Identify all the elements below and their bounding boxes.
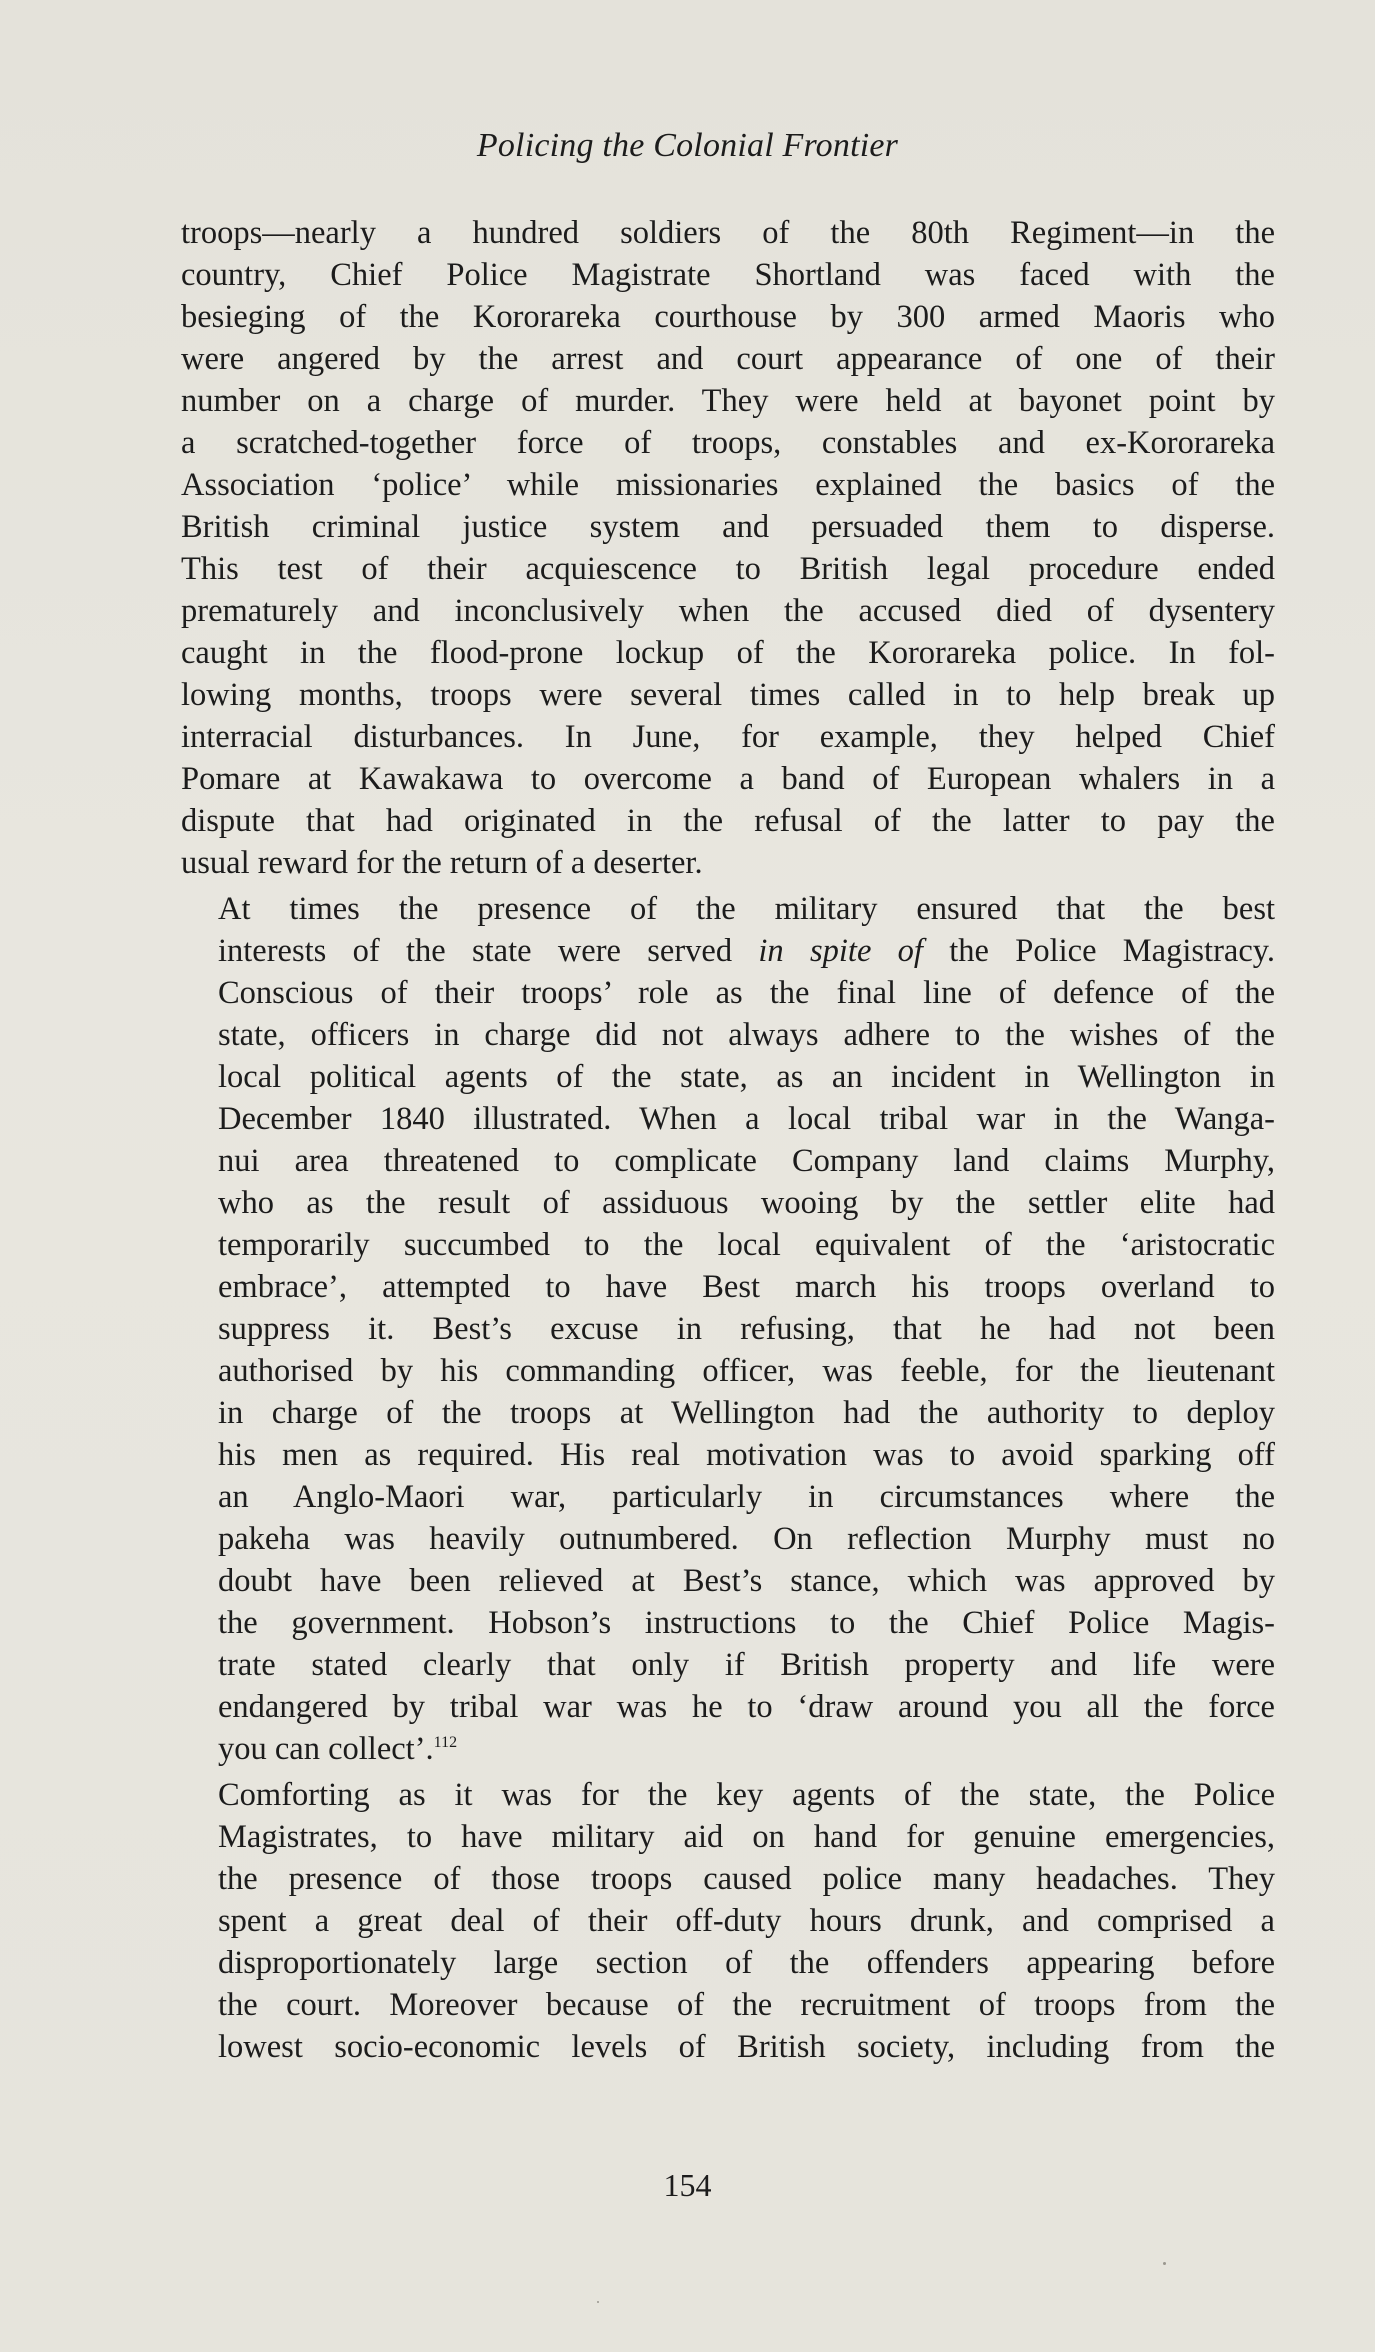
text-line [181, 930, 1275, 972]
text-run: the Police Magistracy. [922, 933, 1276, 969]
text-line: the court. Moreover because of the recruitment of troops from the [218, 1987, 1275, 2023]
text-run: interests of the state were served [218, 933, 759, 969]
running-head: Policing the Colonial Frontier [476, 127, 899, 164]
paragraph [181, 888, 1275, 1770]
text-line: state, officers in charge did not always adhere to the wishes of the [218, 1017, 1275, 1053]
body-text [181, 212, 1275, 2068]
text-line: local political agents of the state, as an incident in Wellington in [218, 1059, 1275, 1095]
text-line: doubt have been relieved at Best’s stance, which was approved by [218, 1563, 1275, 1599]
text-line: number on a charge of murder. They were held at bayonet point by [181, 383, 1275, 419]
text-line: lowest socio-economic levels of British society, including from the [218, 2029, 1275, 2065]
text-line: dispute that had originated in the refusal of the latter to pay the [181, 803, 1275, 839]
text-line: interracial disturbances. In June, for example, they helped Chief [181, 719, 1275, 755]
text-line: in charge of the troops at Wellington had the authority to deploy [218, 1395, 1275, 1431]
text-line: endangered by tribal war was he to ‘draw around you all the force [218, 1689, 1275, 1725]
text-line: caught in the flood-prone lockup of the Kororareka police. In fol- [181, 635, 1275, 671]
text-line: besieging of the Kororareka courthouse by 300 armed Maoris who [181, 299, 1275, 335]
emphasis-text: in spite of [758, 933, 923, 969]
text-line: disproportionately large section of the offenders appearing before [218, 1945, 1275, 1981]
text-line [181, 1728, 1275, 1770]
text-line: Magistrates, to have military aid on hand for genuine emergencies, [218, 1819, 1275, 1855]
footnote-reference[interactable]: 112 [433, 1734, 458, 1752]
text-line: an Anglo-Maori war, particularly in circumstances where the [218, 1479, 1275, 1515]
paragraph [181, 1774, 1275, 2068]
paragraph-lines [181, 972, 1275, 1728]
text-line: troops—nearly a hundred soldiers of the 80th Regiment—in the [181, 215, 1275, 251]
text-line: usual reward for the return of a deserter. [181, 845, 703, 881]
text-line: lowing months, troops were several times called in to help break up [181, 677, 1275, 713]
text-line: the presence of those troops caused police many headaches. They [218, 1861, 1275, 1897]
text-line: were angered by the arrest and court appearance of one of their [181, 341, 1275, 377]
text-line: trate stated clearly that only if British property and life were [218, 1647, 1275, 1683]
text-line: December 1840 illustrated. When a local tribal war in the Wanga- [218, 1101, 1275, 1137]
text-line: Conscious of their troops’ role as the final line of defence of the [218, 975, 1275, 1011]
text-line: authorised by his commanding officer, was feeble, for the lieutenant [218, 1353, 1275, 1389]
text-line: This test of their acquiescence to British legal procedure ended [181, 551, 1275, 587]
text-line: pakeha was heavily outnumbered. On reflection Murphy must no [218, 1521, 1275, 1557]
text-line: suppress it. Best’s excuse in refusing, that he had not been [218, 1311, 1275, 1347]
text-line: Association ‘police’ while missionaries explained the basics of the [181, 467, 1275, 503]
text-line: prematurely and inconclusively when the accused died of dysentery [181, 593, 1275, 629]
paragraph [181, 212, 1275, 884]
text-line: his men as required. His real motivation was to avoid sparking off [218, 1437, 1275, 1473]
text-line: Comforting as it was for the key agents of the state, the Police [218, 1777, 1275, 1813]
text-line: Pomare at Kawakawa to overcome a band of European whalers in a [181, 761, 1275, 797]
text-line: British criminal justice system and persuaded them to disperse. [181, 509, 1275, 545]
text-line: who as the result of assiduous wooing by the settler elite had [218, 1185, 1275, 1221]
text-line: nui area threatened to complicate Company land claims Murphy, [218, 1143, 1275, 1179]
text-line: At times the presence of the military ensured that the best [218, 891, 1275, 927]
page-number: 154 [663, 2167, 712, 2203]
text-line: the government. Hobson’s instructions to the Chief Police Magis- [218, 1605, 1275, 1641]
text-line: country, Chief Police Magistrate Shortland was faced with the [181, 257, 1275, 293]
text-line: a scratched-together force of troops, constables and ex-Kororareka [181, 425, 1275, 461]
text-line: embrace’, attempted to have Best march his troops overland to [218, 1269, 1275, 1305]
text-run: you can collect’. [218, 1731, 434, 1767]
text-line: temporarily succumbed to the local equivalent of the ‘aristocratic [218, 1227, 1275, 1263]
text-line: spent a great deal of their off-duty hours drunk, and comprised a [218, 1903, 1275, 1939]
paper-speck [1163, 2262, 1166, 2265]
paper-speck [597, 2301, 599, 2303]
